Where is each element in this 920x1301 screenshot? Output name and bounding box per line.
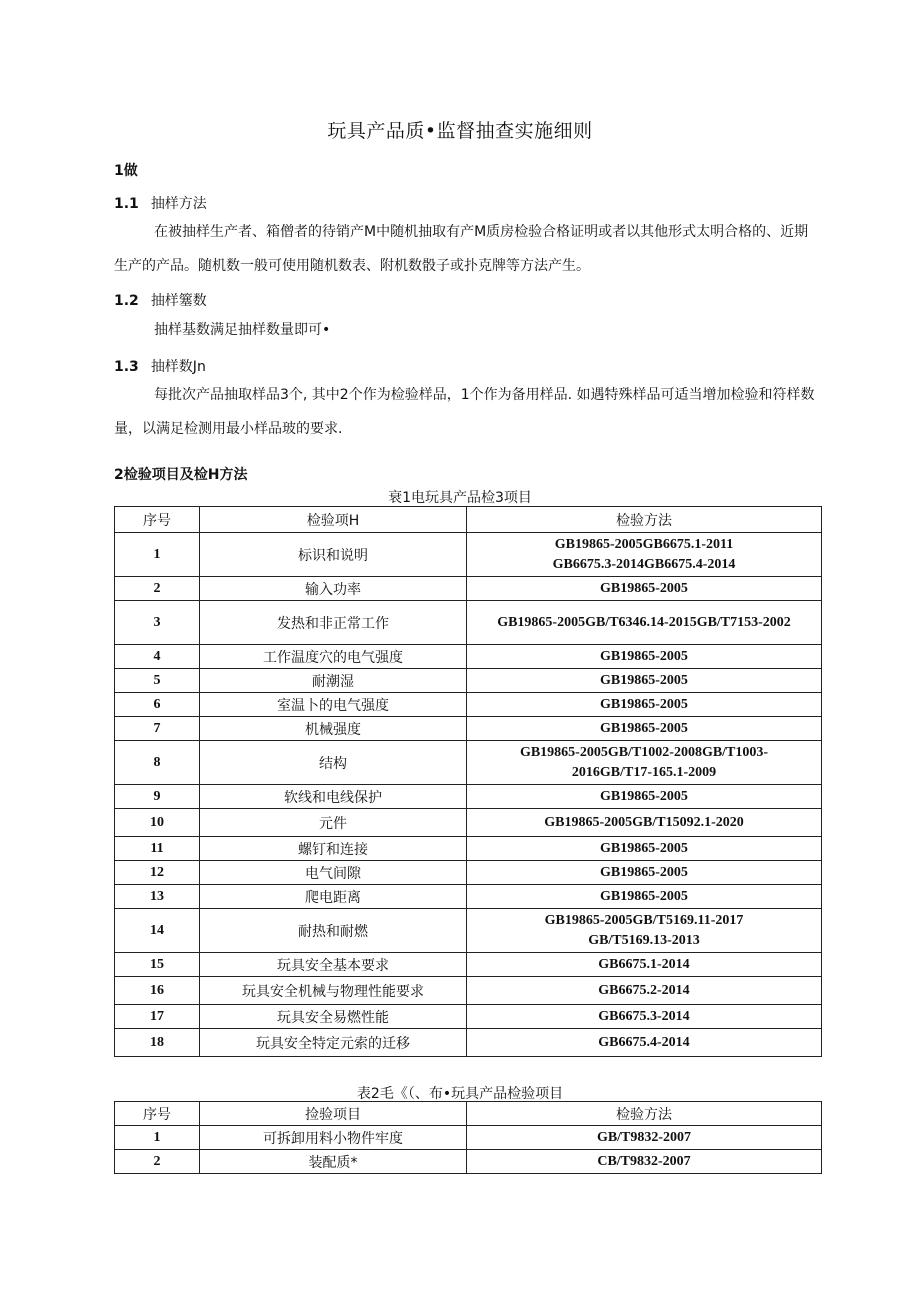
table-row bbox=[115, 1029, 822, 1057]
table-row bbox=[115, 837, 822, 861]
row-number-cell: 16 bbox=[115, 977, 200, 1005]
item-cell: 玩具安全机械与物理性能要求 bbox=[200, 977, 467, 1005]
item-cell: 软线和电线保护 bbox=[200, 785, 467, 809]
table-row bbox=[115, 785, 822, 809]
table-header-row bbox=[115, 1102, 822, 1126]
item-cell: 工作温度穴的电气强度 bbox=[200, 645, 467, 669]
method-cell: GB19865-2005 bbox=[467, 577, 822, 601]
row-number-cell: 5 bbox=[115, 669, 200, 693]
row-number-cell: 4 bbox=[115, 645, 200, 669]
row-number-cell: 1 bbox=[115, 1126, 200, 1150]
section-heading-1-3 bbox=[114, 356, 206, 376]
section-number: 1.1 bbox=[114, 196, 139, 212]
method-cell: GB19865-2005GB/T5169.11-2017 GB/T5169.13-2013 bbox=[467, 909, 822, 953]
method-cell: GB/T9832-2007 bbox=[467, 1126, 822, 1150]
method-cell: GB6675.2-2014 bbox=[467, 977, 822, 1005]
row-number-cell: 7 bbox=[115, 717, 200, 741]
item-cell: 耐潮湿 bbox=[200, 669, 467, 693]
column-header: 检验方法 bbox=[467, 1102, 822, 1126]
row-number-cell: 14 bbox=[115, 909, 200, 953]
section-title: 抽样数Jn bbox=[150, 359, 206, 375]
table-row bbox=[115, 533, 822, 577]
method-cell: GB19865-2005GB/T6346.14-2015GB/T7153-2002 bbox=[467, 601, 822, 645]
table1 bbox=[114, 506, 822, 1057]
row-number-cell: 9 bbox=[115, 785, 200, 809]
table-row bbox=[115, 1005, 822, 1029]
item-cell: 输入功率 bbox=[200, 577, 467, 601]
row-number-cell: 1 bbox=[115, 533, 200, 577]
row-number-cell: 15 bbox=[115, 953, 200, 977]
section-heading-1-1 bbox=[114, 193, 207, 213]
item-cell: 玩具安全特定元索的迁移 bbox=[200, 1029, 467, 1057]
item-cell: 可拆卸用料小物件牢度 bbox=[200, 1126, 467, 1150]
method-cell: GB19865-2005 bbox=[467, 693, 822, 717]
table2-caption: 表2毛《（、布•玩具产品检验项目 bbox=[356, 1086, 564, 1102]
method-cell: GB6675.3-2014 bbox=[467, 1005, 822, 1029]
item-cell: 耐热和耐燃 bbox=[200, 909, 467, 953]
method-cell: GB19865-2005 bbox=[467, 861, 822, 885]
section-number: 1.2 bbox=[114, 293, 139, 309]
method-cell: GB19865-2005GB/T15092.1-2020 bbox=[467, 809, 822, 837]
section-number: 1.3 bbox=[114, 359, 139, 375]
table2 bbox=[114, 1101, 822, 1174]
column-header: 检验项H bbox=[200, 507, 467, 533]
item-cell: 装配质* bbox=[200, 1150, 467, 1174]
method-cell: GB19865-2005 bbox=[467, 645, 822, 669]
item-cell: 室温卜的电气强度 bbox=[200, 693, 467, 717]
method-cell: GB19865-2005 bbox=[467, 837, 822, 861]
item-cell: 爬电距离 bbox=[200, 885, 467, 909]
method-cell: GB19865-2005GB6675.1-2011 GB6675.3-2014GB6675.4-2014 bbox=[467, 533, 822, 577]
table-row bbox=[115, 953, 822, 977]
table-row bbox=[115, 601, 822, 645]
table-row bbox=[115, 977, 822, 1005]
table-header-row bbox=[115, 507, 822, 533]
table-row bbox=[115, 909, 822, 953]
section-heading-1-2 bbox=[114, 290, 207, 310]
table-row bbox=[115, 1150, 822, 1174]
table1-caption: 衰1电玩具产品检3项目 bbox=[388, 490, 532, 506]
method-cell: GB19865-2005GB/T1002-2008GB/T1003- 2016GB/T17-165.1-2009 bbox=[467, 741, 822, 785]
item-cell: 玩具安全易燃性能 bbox=[200, 1005, 467, 1029]
column-header: 序号 bbox=[115, 1102, 200, 1126]
method-cell: GB19865-2005 bbox=[467, 669, 822, 693]
table-row bbox=[115, 861, 822, 885]
paragraph-sampling-base: 抽样基数满足抽样数量即可• bbox=[154, 322, 331, 338]
paragraph-sampling-quantity: 每批次产品抽取样品3个, 其中2个作为检验样品，1个作为备用样品. 如遇特殊样品可适当增加检验和符样数量，以满足检测用最小样品玻的要求. bbox=[114, 387, 815, 437]
item-cell: 标识和说明 bbox=[200, 533, 467, 577]
paragraph-sampling-method: 在被抽样生产者、箱僧者的待销产M中随机抽取有产M质房检验合格证明或者以其他形式太明合格的、近期生产的产品。随机数一般可使用随机数表、附机数骰子或扑克牌等方法产生。 bbox=[114, 224, 809, 274]
row-number-cell: 6 bbox=[115, 693, 200, 717]
table2-body bbox=[115, 1126, 822, 1174]
table-row bbox=[115, 741, 822, 785]
table-row bbox=[115, 669, 822, 693]
row-number-cell: 17 bbox=[115, 1005, 200, 1029]
method-cell: GB19865-2005 bbox=[467, 717, 822, 741]
row-number-cell: 10 bbox=[115, 809, 200, 837]
method-cell: GB6675.1-2014 bbox=[467, 953, 822, 977]
item-cell: 玩具安全基本要求 bbox=[200, 953, 467, 977]
column-header: 检验方法 bbox=[467, 507, 822, 533]
item-cell: 结构 bbox=[200, 741, 467, 785]
section-heading-1: 1做 bbox=[114, 163, 138, 179]
row-number-cell: 3 bbox=[115, 601, 200, 645]
row-number-cell: 12 bbox=[115, 861, 200, 885]
table-row bbox=[115, 693, 822, 717]
item-cell: 螺钉和连接 bbox=[200, 837, 467, 861]
table1-body bbox=[115, 533, 822, 1057]
row-number-cell: 11 bbox=[115, 837, 200, 861]
method-cell: GB19865-2005 bbox=[467, 785, 822, 809]
method-cell: GB6675.4-2014 bbox=[467, 1029, 822, 1057]
column-header: 捡验项目 bbox=[200, 1102, 467, 1126]
section-title: 抽样方法 bbox=[150, 196, 207, 212]
page-title: 玩具产品质•监督抽查实施细则 bbox=[327, 120, 593, 142]
row-number-cell: 13 bbox=[115, 885, 200, 909]
table-row bbox=[115, 1126, 822, 1150]
table-row bbox=[115, 717, 822, 741]
row-number-cell: 2 bbox=[115, 1150, 200, 1174]
table-row bbox=[115, 577, 822, 601]
method-cell: CB/T9832-2007 bbox=[467, 1150, 822, 1174]
method-cell: GB19865-2005 bbox=[467, 885, 822, 909]
item-cell: 元件 bbox=[200, 809, 467, 837]
row-number-cell: 18 bbox=[115, 1029, 200, 1057]
row-number-cell: 8 bbox=[115, 741, 200, 785]
section-title: 抽样簺数 bbox=[150, 293, 207, 309]
table-row bbox=[115, 809, 822, 837]
item-cell: 电气间隙 bbox=[200, 861, 467, 885]
table-row bbox=[115, 885, 822, 909]
table-row bbox=[115, 645, 822, 669]
row-number-cell: 2 bbox=[115, 577, 200, 601]
item-cell: 发热和非正常工作 bbox=[200, 601, 467, 645]
section-heading-2: 2检验项目及检H方法 bbox=[114, 467, 248, 483]
column-header: 序号 bbox=[115, 507, 200, 533]
item-cell: 机械强度 bbox=[200, 717, 467, 741]
